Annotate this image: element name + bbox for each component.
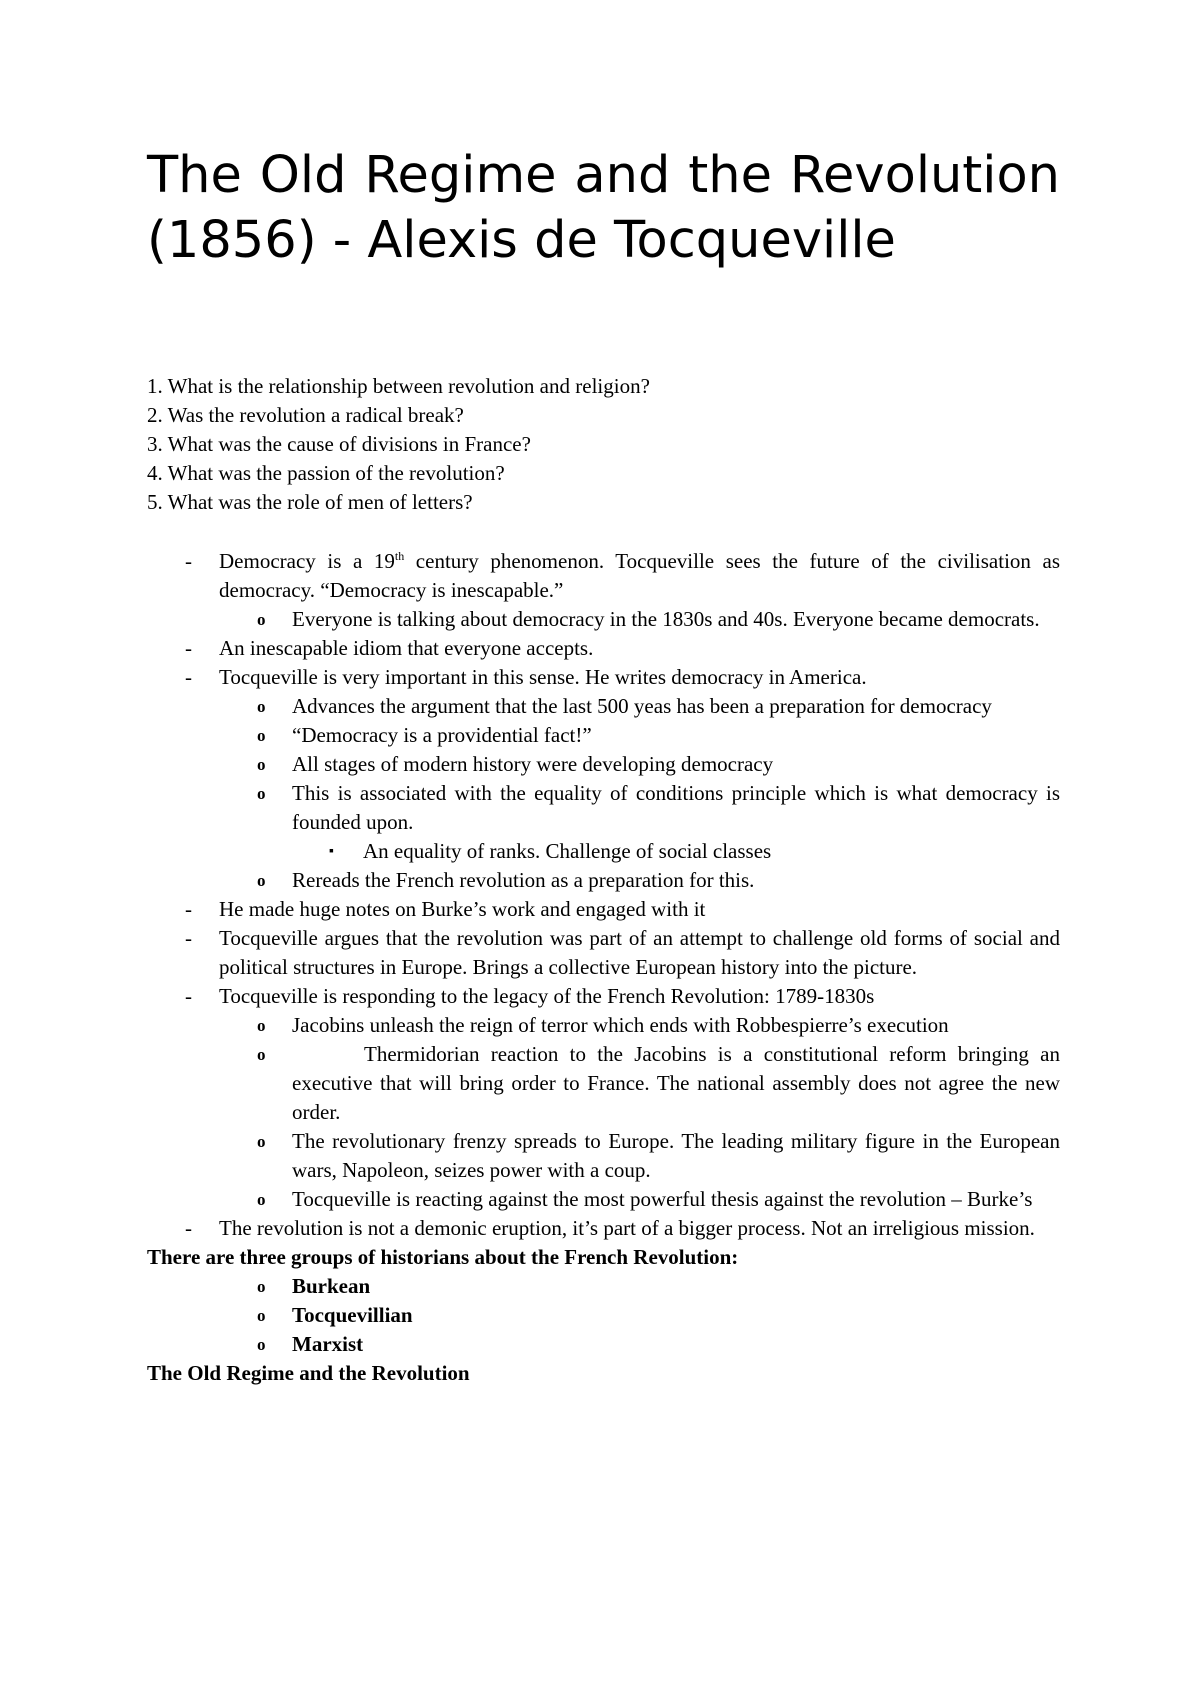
- superscript: th: [394, 549, 405, 563]
- dash-bullet-icon: -: [185, 549, 192, 573]
- circle-bullet-icon: o: [257, 1306, 266, 1325]
- note-text-part: Democracy is a 19: [219, 549, 395, 573]
- note-text: Tocqueville is reacting against the most powerful thesis against the revolution – Burke’s: [292, 1187, 1033, 1211]
- dash-bullet-icon: -: [185, 665, 192, 689]
- square-bullet-icon: ▪: [329, 844, 334, 859]
- question-list: [147, 372, 1060, 517]
- note-text: The revolution is not a demonic eruption, it’s part of a bigger process. Not an irreligious mission.: [219, 1216, 1035, 1240]
- note-text: [219, 549, 1060, 602]
- note-item: [147, 1214, 1060, 1243]
- sub-sub-note-item: [147, 837, 1060, 866]
- sub-note-item: [147, 605, 1060, 634]
- question-item: 5. What was the role of men of letters?: [147, 490, 473, 514]
- question-item: 1. What is the relationship between revolution and religion?: [147, 374, 650, 398]
- sub-note-item: [147, 1040, 1060, 1127]
- question-item: 2. Was the revolution a radical break?: [147, 403, 464, 427]
- note-text: Advances the argument that the last 500 yeas has been a preparation for democracy: [292, 694, 992, 718]
- note-text: Tocqueville is responding to the legacy of the French Revolution: 1789-1830s: [219, 984, 875, 1008]
- lecture-notes: [147, 547, 1060, 1388]
- circle-bullet-icon: o: [257, 871, 266, 890]
- note-text: Tocqueville argues that the revolution was part of an attempt to challenge old forms of social and political structures in Europe. Brings a collective European history into the picture.: [219, 926, 1060, 979]
- circle-bullet-icon: o: [257, 1335, 266, 1354]
- historian-group-item: [147, 1272, 1060, 1301]
- historian-group-label: Tocquevillian: [292, 1303, 413, 1327]
- circle-bullet-icon: o: [257, 1277, 266, 1296]
- dash-bullet-icon: -: [185, 636, 192, 660]
- dash-bullet-icon: -: [185, 984, 192, 1008]
- question-item: 4. What was the passion of the revolution?: [147, 461, 505, 485]
- question-item: 3. What was the cause of divisions in France?: [147, 432, 531, 456]
- sub-note-item: [147, 721, 1060, 750]
- note-item: [147, 547, 1060, 605]
- note-text: Rereads the French revolution as a preparation for this.: [292, 868, 755, 892]
- historian-group-item: [147, 1330, 1060, 1359]
- note-text: An equality of ranks. Challenge of social classes: [363, 839, 772, 863]
- sub-note-item: [147, 750, 1060, 779]
- circle-bullet-icon: o: [257, 697, 266, 716]
- document-title: The Old Regime and the Revolution (1856) - Alexis de Tocqueville: [147, 146, 1060, 270]
- sub-note-item: [147, 779, 1060, 837]
- section-heading: The Old Regime and the Revolution: [147, 1361, 470, 1385]
- sub-note-item: [147, 1127, 1060, 1185]
- historian-group-label: Burkean: [292, 1274, 371, 1298]
- note-text: An inescapable idiom that everyone accepts.: [219, 636, 594, 660]
- sub-note-item: [147, 1011, 1060, 1040]
- note-item: [147, 924, 1060, 982]
- circle-bullet-icon: o: [257, 1045, 266, 1064]
- note-text: This is associated with the equality of conditions principle which is what democracy is founded upon.: [292, 781, 1060, 834]
- historian-group-item: [147, 1301, 1060, 1330]
- note-text: Tocqueville is very important in this sense. He writes democracy in America.: [219, 665, 867, 689]
- note-text: He made huge notes on Burke’s work and engaged with it: [219, 897, 706, 921]
- circle-bullet-icon: o: [257, 784, 266, 803]
- historians-heading: There are three groups of historians about the French Revolution:: [147, 1245, 739, 1269]
- circle-bullet-icon: o: [257, 1190, 266, 1209]
- sub-note-item: [147, 692, 1060, 721]
- sub-note-item: [147, 866, 1060, 895]
- note-item: [147, 982, 1060, 1011]
- note-item: [147, 663, 1060, 692]
- note-text: Jacobins unleash the reign of terror which ends with Robbespierre’s execution: [292, 1013, 949, 1037]
- dash-bullet-icon: -: [185, 926, 192, 950]
- note-text: Everyone is talking about democracy in the 1830s and 40s. Everyone became democrats.: [292, 607, 1040, 631]
- circle-bullet-icon: o: [257, 1016, 266, 1035]
- circle-bullet-icon: o: [257, 610, 266, 629]
- note-text: Thermidorian reaction to the Jacobins is a constitutional reform bringing an executive that will bring order to France. The national assembly does not agree the new order.: [292, 1042, 1060, 1124]
- dash-bullet-icon: -: [185, 1216, 192, 1240]
- sub-note-item: [147, 1185, 1060, 1214]
- note-item: [147, 895, 1060, 924]
- note-text: “Democracy is a providential fact!”: [292, 723, 592, 747]
- note-text: All stages of modern history were developing democracy: [292, 752, 774, 776]
- dash-bullet-icon: -: [185, 897, 192, 921]
- historian-group-label: Marxist: [292, 1332, 364, 1356]
- note-text-part: century phenomenon. Tocqueville sees the future of the civilisation as democracy. “Democracy is inescapable.”: [219, 549, 1060, 602]
- note-item: [147, 634, 1060, 663]
- note-text: The revolutionary frenzy spreads to Europe. The leading military figure in the European wars, Napoleon, seizes power with a coup.: [292, 1129, 1060, 1182]
- circle-bullet-icon: o: [257, 755, 266, 774]
- circle-bullet-icon: o: [257, 1132, 266, 1151]
- circle-bullet-icon: o: [257, 726, 266, 745]
